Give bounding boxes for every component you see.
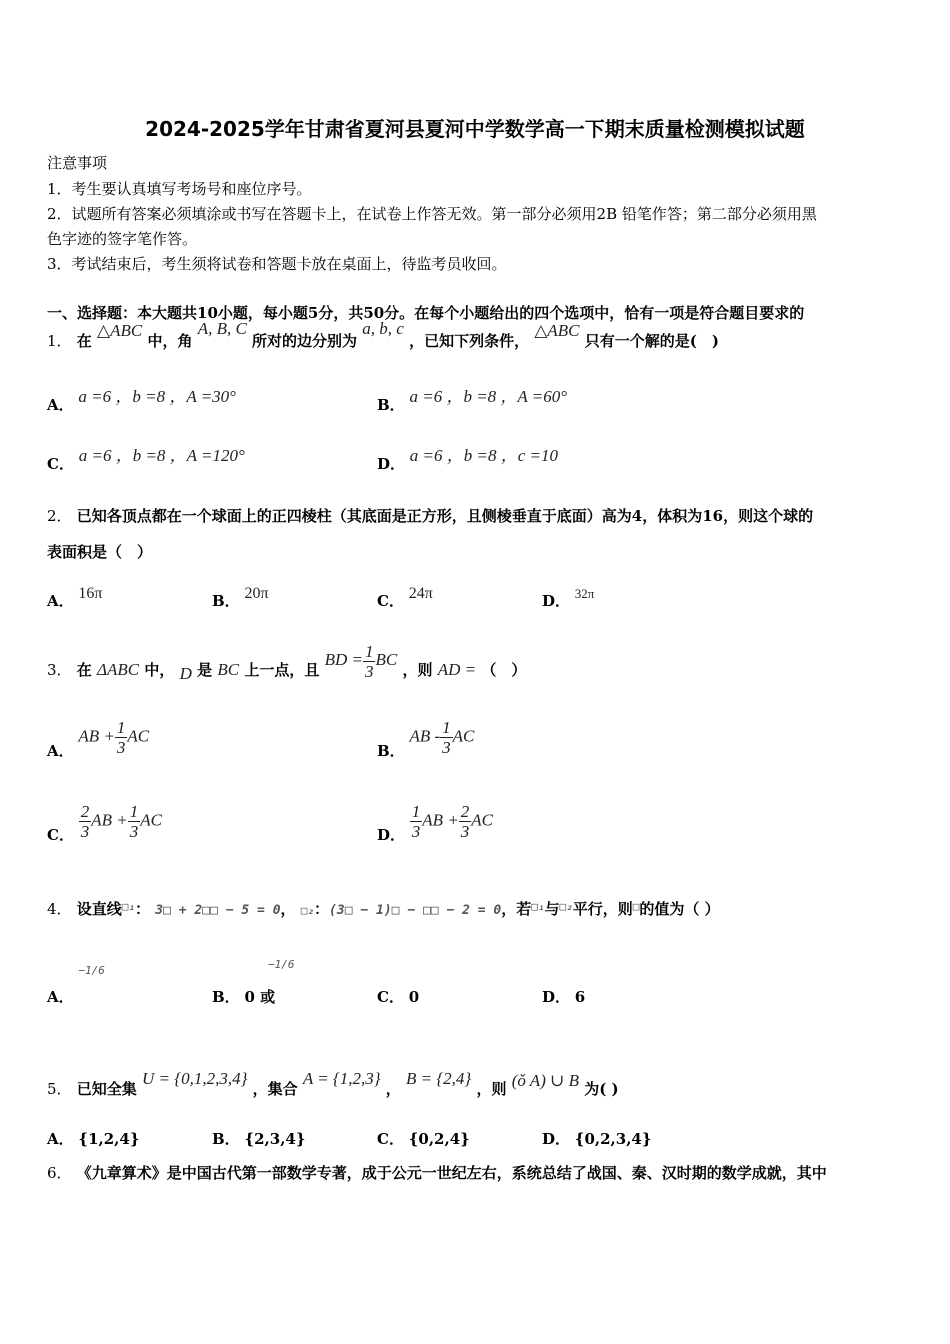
question-4 <box>47 898 720 919</box>
q1-text: 所对的边分别为 <box>252 332 358 350</box>
question-6 <box>47 1162 827 1183</box>
option-expr: AB + <box>422 810 459 830</box>
option-expr: 6 <box>574 988 586 1006</box>
option-label: A． <box>47 592 74 610</box>
denominator: 3 <box>460 822 470 841</box>
option-label: A． <box>47 741 74 760</box>
fraction <box>79 802 92 841</box>
option-b[interactable] <box>212 1128 306 1149</box>
option-b-expr: −1/6 <box>268 958 295 971</box>
option-expr: AC <box>127 726 150 746</box>
option-expr: {2,3,4} <box>244 1130 306 1148</box>
notes-heading: 注意事项 <box>47 154 108 172</box>
q4-text: 的值为（ ） <box>639 900 720 918</box>
option-d[interactable] <box>377 802 494 844</box>
question-1 <box>47 319 719 351</box>
option-label: D． <box>542 1130 571 1148</box>
q1-text: ，已知下列条件， <box>409 332 530 350</box>
question-number: 5． <box>47 1080 72 1098</box>
question-5 <box>47 1067 619 1111</box>
option-expr: {1,2,4} <box>78 1130 140 1148</box>
q3-text: 在 <box>76 661 92 679</box>
fraction <box>363 642 376 681</box>
option-a[interactable] <box>47 1128 139 1149</box>
option-a[interactable] <box>47 387 236 415</box>
numerator: 1 <box>442 718 451 737</box>
q3-text: 是 <box>197 661 213 679</box>
math-expr: AD = <box>437 660 477 679</box>
option-label: D． <box>542 988 571 1006</box>
q4-text: 平行，则 <box>572 900 633 918</box>
option-label: C． <box>47 825 74 844</box>
numerator: 2 <box>460 802 470 821</box>
math-expr: a, b, c <box>362 319 404 338</box>
numerator: 1 <box>116 718 126 737</box>
option-expr: 16π <box>78 585 103 602</box>
option-b[interactable] <box>377 718 475 760</box>
q4-text: 设直线 <box>76 900 122 918</box>
option-a[interactable] <box>47 582 103 610</box>
numerator: 1 <box>411 802 421 821</box>
q3-text: 中， <box>144 661 175 679</box>
denominator: 3 <box>116 738 126 757</box>
fraction <box>128 802 141 841</box>
option-expr: AB + <box>91 810 128 830</box>
option-label: B． <box>377 396 405 414</box>
question-number: 2． <box>47 507 72 525</box>
option-label: C． <box>47 455 74 473</box>
q1-text: 只有一个解的是( ) <box>584 332 719 350</box>
fraction <box>440 718 453 757</box>
question-2 <box>47 505 813 526</box>
q4-text: ，若 <box>501 900 532 918</box>
fraction <box>410 802 423 841</box>
option-expr: 32π <box>574 586 595 601</box>
q5-text: ， <box>385 1080 401 1098</box>
q4-text: 与 <box>544 900 560 918</box>
option-c[interactable] <box>47 802 162 844</box>
option-label: D． <box>377 825 406 844</box>
math-expr: □₁ <box>121 900 136 913</box>
option-expr: a =6 ，b =8 ，c =10 <box>409 446 559 465</box>
math-expr: (ǒ A) ∪ B <box>511 1071 579 1090</box>
option-expr: {0,2,3,4} <box>574 1130 652 1148</box>
math-expr: BC <box>217 660 240 679</box>
q5-text: 为( ) <box>584 1080 619 1098</box>
q5-text: ，集合 <box>252 1080 298 1098</box>
math-expr: △ABC <box>534 321 580 340</box>
option-label: B． <box>212 592 240 610</box>
option-expr: AC <box>471 810 494 830</box>
option-label: D． <box>377 455 406 473</box>
q4-text: ： <box>135 900 151 918</box>
option-expr: 0 <box>408 988 420 1006</box>
note-item: 色字迹的签字笔作答。 <box>47 230 198 248</box>
option-c[interactable] <box>377 986 419 1007</box>
question-number: 6． <box>47 1164 72 1182</box>
section-heading: 一、选择题：本大题共10小题，每小题5分，共50分。在每个小题给出的四个选项中，恰有一项是符合题目要求的 <box>47 304 805 322</box>
q4-text: ， <box>280 900 296 918</box>
question-number: 3． <box>47 661 72 679</box>
option-label: B． <box>377 741 405 760</box>
option-b[interactable] <box>377 387 568 415</box>
q1-text: 在 <box>76 332 92 350</box>
note-item: 2．试题所有答案必须填涂或书写在答题卡上，在试卷上作答无效。第一部分必须用2B 铅笔作答；第二部分必须用黑 <box>47 205 817 223</box>
q5-text: 已知全集 <box>76 1080 137 1098</box>
denominator: 3 <box>411 822 421 841</box>
fraction <box>115 718 128 757</box>
math-expr: BD = <box>324 650 363 669</box>
numerator: 2 <box>80 802 90 821</box>
option-expr: 24π <box>408 585 433 602</box>
option-expr: AB + <box>78 726 115 746</box>
option-label: C． <box>377 988 404 1006</box>
math-expr: B = {2,4} <box>406 1069 472 1088</box>
q2-text-cont: 表面积是（ ） <box>47 543 153 561</box>
option-expr: AC <box>140 810 162 830</box>
option-c[interactable] <box>377 1128 470 1149</box>
page-title: 2024-2025学年甘肃省夏河县夏河中学数学高一下期末质量检测模拟试题 <box>145 117 805 141</box>
math-expr: A = {1,2,3} <box>302 1069 381 1088</box>
math-expr: □ <box>632 900 640 913</box>
math-expr: (3□ − 1)□ − □□ − 2 = 0 <box>329 903 502 918</box>
option-d[interactable] <box>377 446 559 474</box>
math-expr: A, B, C <box>197 319 247 338</box>
q1-text: 中，角 <box>147 332 193 350</box>
option-a[interactable] <box>47 958 105 1006</box>
option-a[interactable] <box>47 718 150 760</box>
option-d[interactable] <box>542 1128 652 1149</box>
note-item: 3．考试结束后，考生须将试卷和答题卡放在桌面上，待监考员收回。 <box>47 255 507 273</box>
option-label: A． <box>47 1130 74 1148</box>
denominator: 3 <box>80 822 90 841</box>
option-expr: 20π <box>244 585 269 602</box>
option-expr: AB - <box>409 726 441 746</box>
option-label: A． <box>47 396 74 414</box>
option-expr: AC <box>452 726 475 746</box>
math-expr: D <box>179 664 192 683</box>
question-3 <box>47 641 527 692</box>
option-expr: a =6 ，b =8 ，A =30° <box>78 387 236 406</box>
option-label: C． <box>377 1130 404 1148</box>
numerator: 1 <box>129 802 139 821</box>
math-expr: 3□ + 2□□ − 5 = 0 <box>155 903 281 918</box>
option-expr: {0,2,4} <box>408 1130 470 1148</box>
q3-text: （ ） <box>481 661 527 679</box>
q6-text: 《九章算术》是中国古代第一部数学专著，成于公元一世纪左右，系统总结了战国、秦、汉时期的数学成就，其中 <box>76 1164 827 1182</box>
denominator: 3 <box>364 661 374 681</box>
option-c[interactable] <box>377 582 433 610</box>
question-number: 1． <box>47 332 72 350</box>
math-expr: △ABC <box>97 321 143 340</box>
math-expr: □₁ <box>531 900 545 913</box>
option-label: C． <box>377 592 404 610</box>
q2-text: 已知各顶点都在一个球面上的正四棱柱（其底面是正方形，且侧棱垂直于底面）高为4，体积为16，则这个球的 <box>76 507 814 525</box>
math-expr: BC <box>375 650 398 669</box>
option-expr: 0 或 <box>244 988 276 1006</box>
option-b[interactable] <box>212 582 269 610</box>
option-label: B． <box>212 1130 240 1148</box>
option-expr: −1/6 <box>78 964 105 977</box>
option-b[interactable] <box>212 986 275 1007</box>
math-expr: ΔABC <box>97 660 140 679</box>
denominator: 3 <box>442 738 451 757</box>
question-number: 4． <box>47 900 72 918</box>
q3-text: ，则 <box>402 661 433 679</box>
numerator: 1 <box>364 641 374 661</box>
note-item: 1．考生要认真填写考场号和座位序号。 <box>47 180 312 198</box>
denominator: 3 <box>129 822 139 841</box>
q3-text: 上一点，且 <box>244 661 320 679</box>
math-expr: U = {0,1,2,3,4} <box>142 1069 248 1088</box>
option-c[interactable] <box>47 446 245 474</box>
option-label: D． <box>542 592 571 610</box>
q4-text: ： <box>314 900 330 918</box>
option-expr: a =6 ，b =8 ，A =120° <box>78 446 245 465</box>
math-expr: □₂ <box>559 900 573 913</box>
math-expr: □₂ <box>300 904 315 917</box>
option-d[interactable] <box>542 986 585 1007</box>
option-d[interactable] <box>542 582 595 610</box>
fraction <box>459 802 472 841</box>
option-label: A． <box>47 988 74 1006</box>
option-label: B． <box>212 988 240 1006</box>
option-expr: a =6 ，b =8 ，A =60° <box>409 387 568 406</box>
q5-text: ，则 <box>476 1080 507 1098</box>
